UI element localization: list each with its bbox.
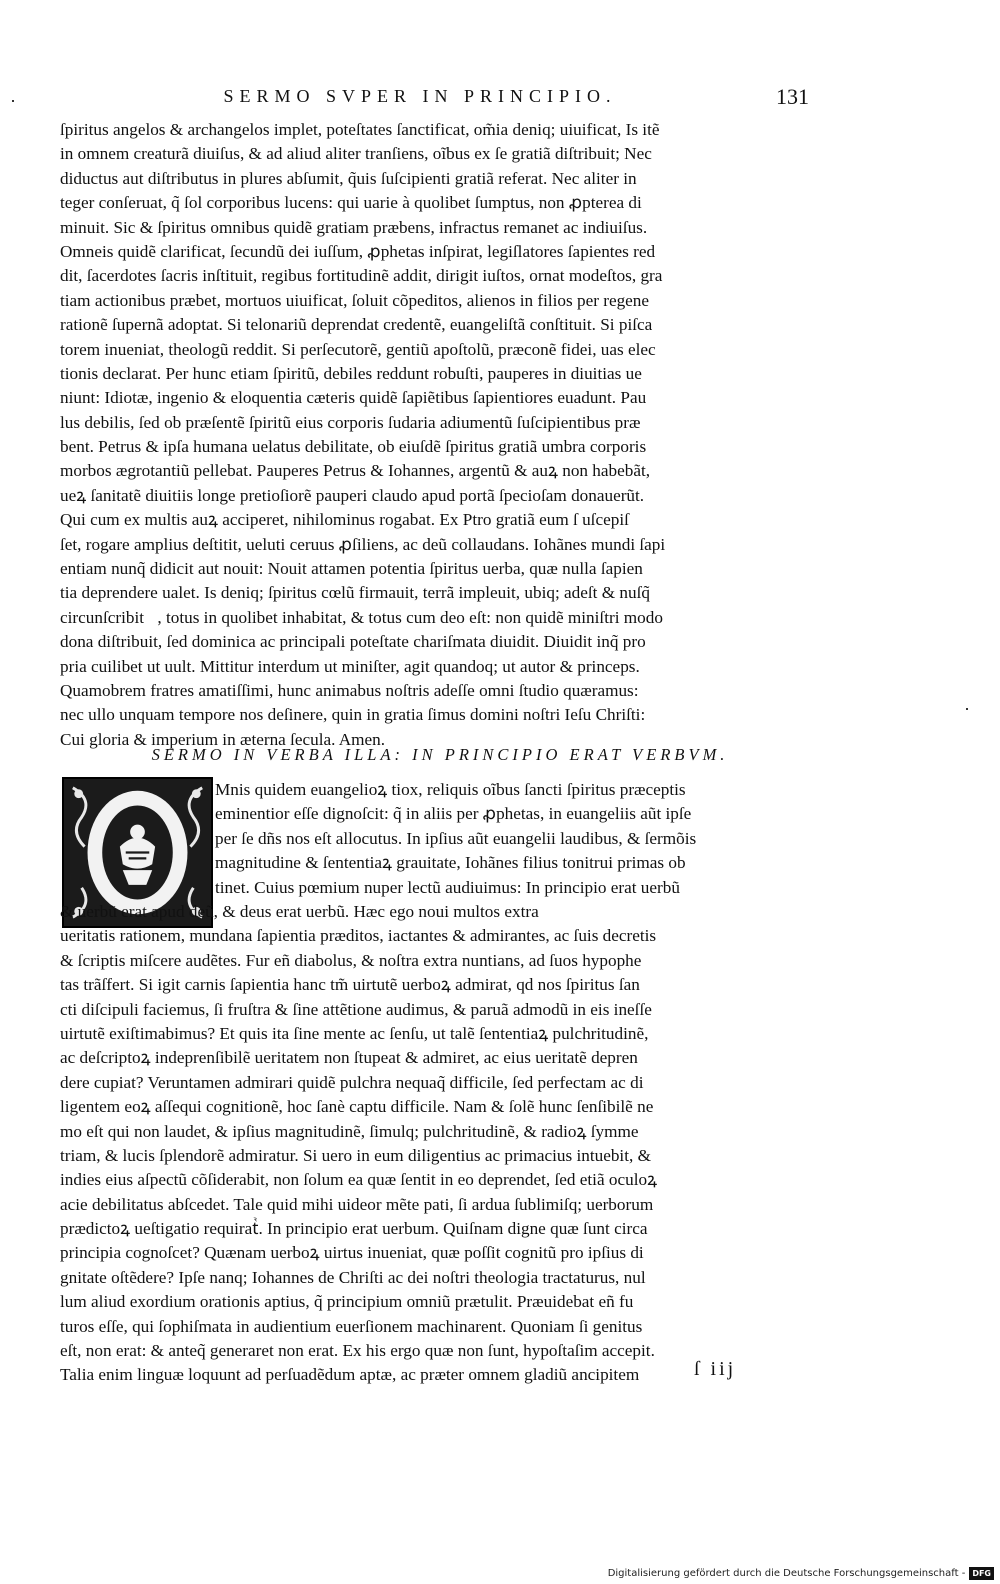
text-line: dit, ſacerdotes ſacris inſtituit, regibus fortitudinẽ addit, dirigit iuſtos, ornat modeſtos, gra <box>60 266 663 286</box>
text-line: turos eſſe, qui ſophiſmata in audientium euerſionem machinarent. Quoniam ſi genitus <box>60 1316 643 1336</box>
text-line: Talia enim linguæ loquunt ad perſuadẽdum aptæ, ac præter omnem gladiũ ancipitem <box>60 1365 640 1385</box>
text-line: Mnis quidem euangelioꝝ tiox, reliquis oĩbus ſancti ſpiritus præceptis <box>215 780 686 799</box>
text-line: tas trãſfert. Si igit carnis ſapientia hanc tm̃ uirtutẽ uerboꝝ admirat, qd nos ſpiritus ſan <box>60 975 640 995</box>
text-line: lum aliud exordium orationis aptius, q̃ principium omniũ prætulit. Præuidebat eñ fu <box>60 1292 634 1312</box>
text-line: circunſcribitᷣ, totus in quolibet inhabitat, & totus cum deo eſt: non quidẽ miniſtri modo <box>60 607 663 627</box>
text-line: torem inueniat, theologũ reddit. Si perſecutorẽ, gentiũ apoſtolũ, præconẽ fidei, uas elec <box>60 339 656 359</box>
text-line: niunt: Idiotæ, ingenio & eloquentia cæteris quidẽ ſapiẽtibus ſapientiores euadunt. Pau <box>60 388 647 408</box>
text-line: minuit. Sic & ſpiritus omnibus quidẽ gratiam præbens, infractus remanet ac indiuiſus. <box>60 217 648 237</box>
text-line: Quamobrem fratres amatiſſimi, hunc animabus noſtris adeſſe omni ſtudio quæramus: <box>60 680 639 700</box>
text-line: ueritatis rationem, mundana ſapientia præditos, iactantes & admirantes, ac ſuis decretis <box>60 926 657 946</box>
text-line: per ſe dñs nos eſt allocutus. In ipſius aũt euangelii laudibus, & ſermõis <box>215 828 697 848</box>
text-line: tinet. Cuius pœmium nuper lectũ audiuimus: In principio erat uerbũ <box>215 877 680 897</box>
text-line: eſt, non erat: & anteq̃ generaret non erat. Ex his ergo quæ non ſunt, hypoſtaſim accepit. <box>60 1341 655 1361</box>
sermon-body-section-2 <box>60 900 820 1388</box>
margin-speck <box>12 100 14 102</box>
text-line: ueꝝ ſanitatẽ diuitiis longe pretioſiorẽ pauperi claudo apud portã ſpecioſam donauerũt. <box>60 485 645 505</box>
text-line: entiam nunq̃ didicit aut nouit: Nouit attamen potentia ſpiritus uerba, quæ nulla ſapien <box>60 559 643 579</box>
text-line: in omnem creaturã diuiſus, & ad aliud aliter tranſiens, oĩbus ex ſe gratiã diſtribuit; Nec <box>60 144 652 164</box>
digitization-footer <box>608 1567 994 1580</box>
folio-number: 131 <box>776 84 809 109</box>
margin-speck <box>966 708 968 710</box>
text-line: principia cognoſcet? Quænam uerboꝝ uirtus inueniat, quæ poſſit cognitũ pro ipſius di <box>60 1243 644 1263</box>
footer-credit: Digitalisierung gefördert durch die Deutsche Forschungsgemeinschaft - <box>607 1568 966 1579</box>
running-title: SERMO SVPER IN PRINCIPIO. <box>223 86 617 106</box>
text-line: tiam actionibus præbet, mortuos uiuificat, ſoluit cõpeditos, alienos in filios per regene <box>60 290 650 310</box>
text-line: magnitudine & ſententiaꝝ grauitate, Iohãnes filius tonitrui primas ob <box>215 853 686 873</box>
text-line: lus debilis, ſed ob præſentẽ ſpiritũ eius corporis ſudaria adiumentũ ſuſcipientibus præ <box>60 412 641 432</box>
text-line: & ſcriptis miſcere audẽtes. Fur eñ diabolus, & noſtra extra nuntians, ad ſuos hypophe <box>60 950 642 970</box>
text-line: cti diſcipuli faciemus, ſi fruſtra & ſine attẽtione audimus, & paruã admodũ in eis ineſſe <box>60 999 652 1019</box>
text-line: uirtutẽ exiſtimabimus? Et quis ita ſine mente ac ſenſu, ut talẽ ſententiaꝝ pulchritudinẽ, <box>60 1023 649 1043</box>
text-line: tionis declarat. Per hunc etiam ſpiritũ, debiles reddunt robuſti, pauperes in diuitias ue <box>60 363 642 383</box>
text-line: gnitate oſtẽdere? Ipſe nanq; Iohannes de Chriſti ac dei noſtri theologia tractaturus, nul <box>60 1267 646 1287</box>
text-line: morbos ægrotantiũ pellebat. Pauperes Petrus & Iohannes, argentũ & auꝝ non habebãt, <box>60 461 651 481</box>
sermon-body-section-1 <box>60 118 820 752</box>
text-line: triam, & lucis ſplendorẽ admiratur. Si uero in eum diligentius ac primacius intuebit, & <box>60 1145 651 1165</box>
text-line: ac deſcriptoꝝ indeprenſibilẽ ueritatem non ſtupeat & admiret, ac eius ueritatẽ depren <box>60 1048 638 1068</box>
text-line: ligentem eoꝝ aſſequi cognitionẽ, hoc ſanè captu difficile. Nam & ſolẽ hunc ſenſibilẽ ne <box>60 1097 654 1117</box>
text-line: prædictoꝝ ueſtigatio requiratᷣ. In principio erat uerbum. Quiſnam digne quæ ſunt circa <box>60 1219 648 1239</box>
text-line: tia deprendere ualet. Is deniq; ſpiritus cœlũ firmauit, terrã impleuit, ubiq; adeſt & nuſq̃ <box>60 583 650 603</box>
text-line: dere cupiat? Veruntamen admirari quidẽ pulchra nequaq̃ difficile, ſed perfectam ac di <box>60 1072 644 1092</box>
text-line: teger conſeruat, q̃ ſol corporibus lucens: qui uarie à quolibet ſumptus, non ꝓpterea di <box>60 193 642 213</box>
text-line: eminentior eſſe dignoſcit: q̃ in aliis per ꝓphetas, in euangeliis aũt ipſe <box>215 804 692 824</box>
text-line: indies eius aſpectũ cõſiderabit, non ſolum ea quæ ſentit in eo deprendet, ſed etiã oculoꝝ <box>60 1170 658 1190</box>
text-line: dona diſtribuit, ſed dominica ac principali poteſtate chariſmata diuidit. Diuidit inq̃ pro <box>60 632 646 652</box>
signature-mark: ſ iij <box>694 1358 737 1380</box>
section-heading: SERMO IN VERBA ILLA: IN PRINCIPIO ERAT VERBVM. <box>151 745 729 764</box>
text-line: ſpiritus angelos & archangelos implet, poteſtates ſanctificat, om̃ia deniq; uiuificat, Is itẽ <box>60 120 660 139</box>
text-line: diductus aut diſtributus in plures abſumit, q̃uis ſuſcipienti gratiã referat. Nec aliter in <box>60 168 637 188</box>
text-line: Omneis quidẽ clarificat, ſecundũ dei iuſſum, ꝓphetas inſpirat, legiſlatores ſapientes red <box>60 241 656 261</box>
text-line: bent. Petrus & ipſa humana uelatus debilitate, ob eiuſdẽ ſpiritus gratiã umbra corporis <box>60 437 647 457</box>
text-line: pria cuilibet ut uult. Mittitur interdum ut miniſter, agit quandoq; ut autor & princeps. <box>60 656 640 676</box>
sermon-opening-beside-initial <box>215 778 820 900</box>
text-line: & uerbũ erat apud deũ, & deus erat uerbũ. Hæc ego noui multos extra <box>60 902 539 921</box>
text-line: Cui gloria & imperium in æterna ſecula. Amen. <box>60 729 386 749</box>
text-line: rationẽ ſupernã adoptat. Si telonariũ deprendat credentẽ, euangeliſtã conſtituit. Si piſca <box>60 315 653 335</box>
text-line: Qui cum ex multis auꝝ acciperet, nihilominus rogabat. Ex Ptro gratiã eum ſ uſcepiſ <box>60 510 629 530</box>
text-line: ſet, rogare amplius deſtitit, ueluti ceruus ꝓſiliens, ac deũ collaudans. Iohãnes mundi ſapi <box>60 534 666 554</box>
text-line: acie debilitatus abſcedet. Tale quid mihi uideor mẽte pati, ſi ardua ſublimiſq; uerborum <box>60 1194 654 1214</box>
text-line: mo eſt qui non laudet, & ipſius magnitudinẽ, ſimulq; pulchritudinẽ, & radioꝝ ſymme <box>60 1121 639 1141</box>
text-line: nec ullo unquam tempore nos deſinere, quin in gratia ſimus domini noſtri Ieſu Chriſti: <box>60 705 646 725</box>
dfg-logo-icon: DFG <box>969 1567 994 1580</box>
